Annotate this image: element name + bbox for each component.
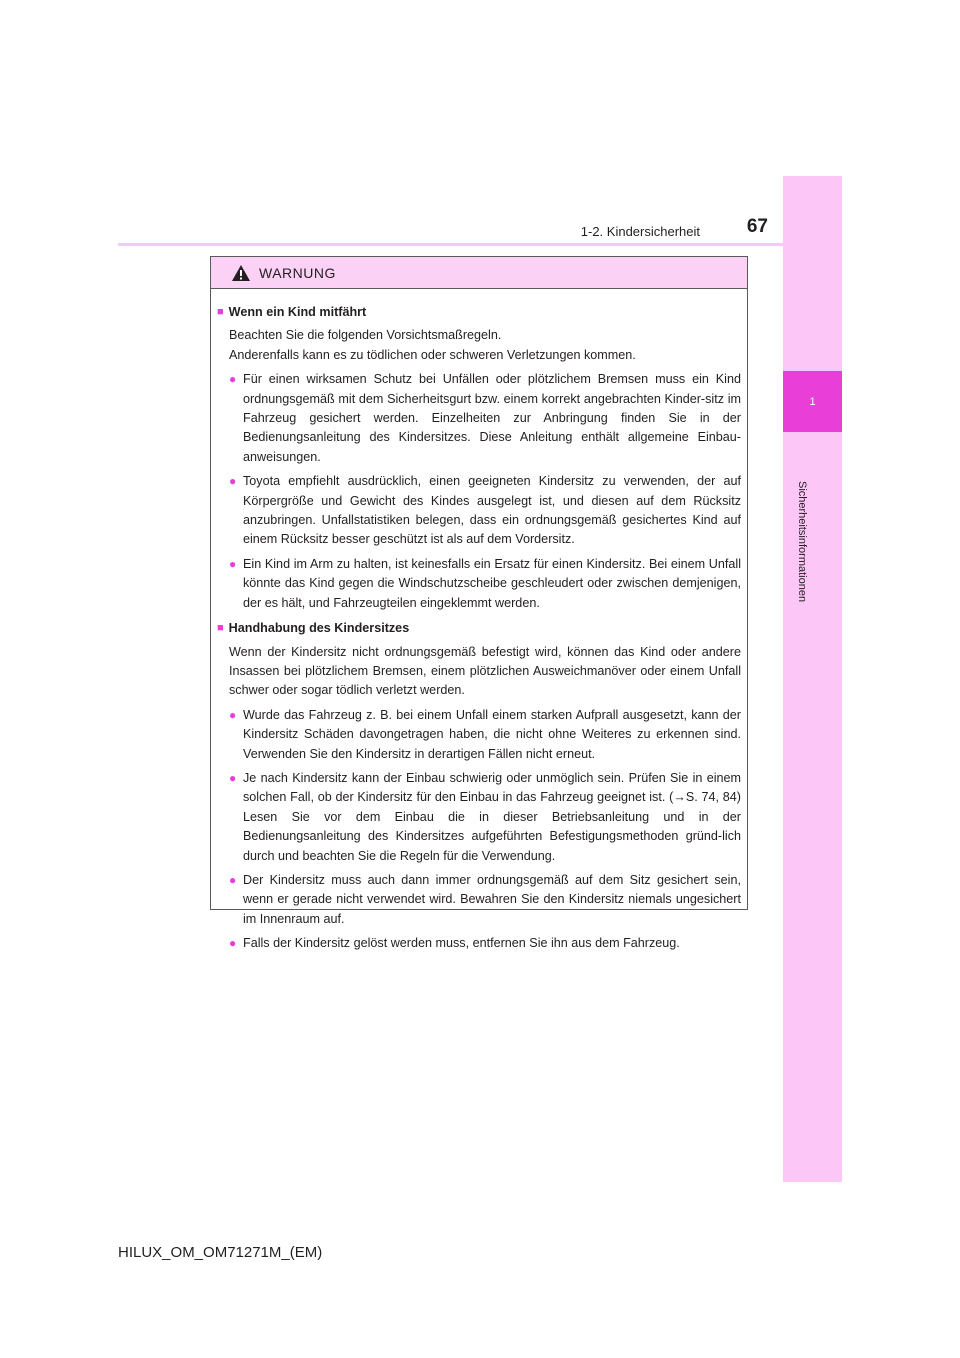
circle-bullet-icon: ● (229, 872, 237, 887)
warning-title: WARNUNG (259, 264, 336, 281)
list-item: ● Je nach Kindersitz kann der Einbau schwierig oder unmöglich sein. Prüfen Sie in einem solchen Fall, ob der Kindersitz für den Einbau in das Fahrzeug geeignet ist. (→S. 74, 84) Lesen Sie vor dem Einbau die in dieser Betriebsanleitung und in der Bedienungsanleitung des Kindersitzes aufgeführten Befestigungsmethoden gründ-lich durch und beachten Sie die Regeln für die Verwendung. (229, 769, 741, 866)
list-item: ● Toyota empfiehlt ausdrücklich, einen geeigneten Kindersitz zu verwenden, der auf Körpergröße und Gewicht des Kindes ausgelegt ist, und diesen auf dem Rücksitz anzubringen. Unfallstatistiken belegen, dass ein ordnungsgemäß gesichertes Kind auf einem Rücksitz besser geschützt ist als auf dem Vordersitz. (229, 472, 741, 550)
circle-bullet-icon: ● (229, 474, 237, 489)
section-intro: Beachten Sie die folgenden Vorsichtsmaßregeln. Anderenfalls kann es zu tödlichen oder schweren Verletzungen kommen. (229, 328, 636, 362)
circle-bullet-icon: ● (229, 707, 237, 722)
warning-header (211, 257, 747, 289)
chapter-number: 1 (783, 371, 842, 432)
list-item: ● Der Kindersitz muss auch dann immer ordnungsgemäß auf dem Sitz gesichert sein, wenn er gerade nicht verwendet wird. Bewahren Sie den Kindersitz niemals ungesichert im Innenraum auf. (229, 871, 741, 929)
warning-box (210, 256, 748, 951)
chapter-side-tab (783, 176, 842, 1182)
circle-bullet-icon: ● (229, 770, 237, 785)
chapter-title: Sicherheitsinformationen (796, 481, 808, 603)
section-intro: Wenn der Kindersitz nicht ordnungsgemäß befestigt wird, können das Kind oder andere Insassen bei plötzlichem Bremsen, einem plötzlichen Ausweichmanöver oder einem Unfall schwer oder sogar tödlich verletzt werden. (229, 644, 741, 698)
section-heading: ■ Wenn ein Kind mitfährt (217, 303, 741, 323)
page-number: 67 (746, 216, 768, 237)
circle-bullet-icon: ● (229, 936, 237, 951)
section-heading: ■ Handhabung des Kindersitzes (217, 619, 741, 639)
section-title: 1-2. Kindersicherheit (580, 224, 700, 239)
square-bullet-icon: ■ (217, 622, 224, 635)
warning-body (211, 289, 747, 954)
list-item: ● Falls der Kindersitz gelöst werden muss, entfernen Sie ihn aus dem Fahrzeug. (229, 934, 741, 953)
header-divider (118, 243, 784, 246)
list-item: ● Für einen wirksamen Schutz bei Unfällen oder plötzlichem Bremsen muss ein Kind ordnungsgemäß mit dem Sicherheitsgurt bzw. einem korrekt angebrachten Kinder-sitz im Fahrzeug gesichert werden. Einzelheiten zur Anbringung finden Sie in der Bedienungsanleitung des Kindersitzes. Diese Anleitung enthält allgemeine Einbau-anweisungen. (229, 370, 741, 467)
list-item: ● Wurde das Fahrzeug z. B. bei einem Unfall einem starken Aufprall ausgesetzt, kann der Kindersitz Schäden davongetragen haben, die nicht ohne Weiteres zu erkennen sind. Verwenden Sie den Kindersitz in derartigen Fällen nicht erneut. (229, 706, 741, 764)
list-item: ● Ein Kind im Arm zu halten, ist keinesfalls ein Ersatz für einen Kindersitz. Bei einem Unfall könnte das Kind gegen die Windschutzscheibe geschleudert oder zwischen demjenigen, der es hält, und Fahrzeugteilen eingeklemmt werden. (229, 555, 741, 613)
circle-bullet-icon: ● (229, 556, 237, 571)
warning-triangle-icon (231, 264, 251, 282)
circle-bullet-icon: ● (229, 372, 237, 387)
document-code: HILUX_OM_OM71271M_(EM) (118, 1244, 323, 1261)
square-bullet-icon: ■ (217, 306, 224, 318)
